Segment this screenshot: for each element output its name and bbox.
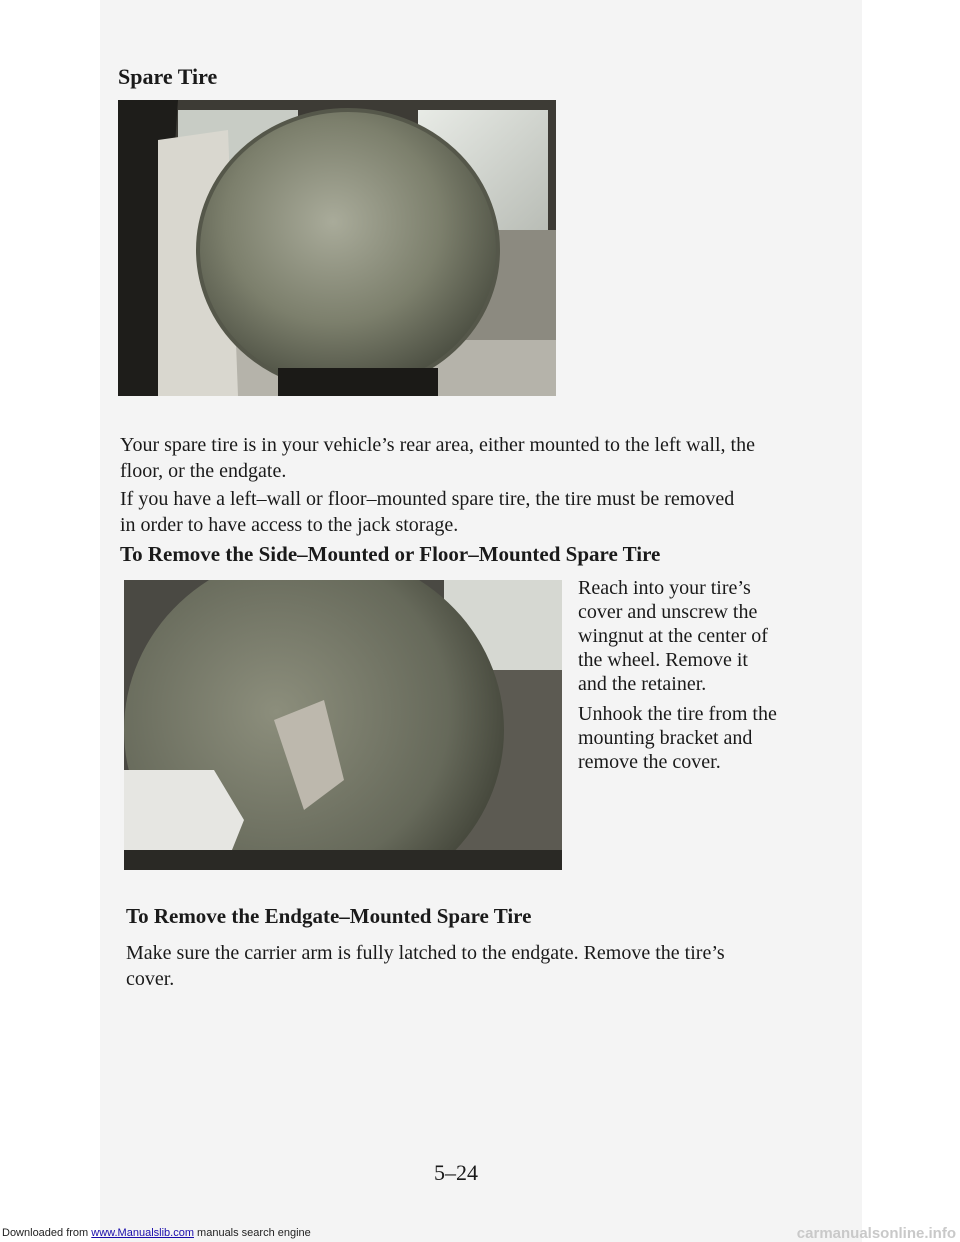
footer-attribution bbox=[2, 1227, 311, 1239]
watermark: carmanualsonline.info bbox=[796, 1225, 956, 1242]
spare-tire-photo bbox=[118, 100, 556, 396]
wingnut-removal-photo bbox=[124, 580, 562, 870]
wingnut-removal-illustration bbox=[124, 580, 562, 870]
jack-access-paragraph: If you have a left–wall or floor–mounted spare tire, the tire must be removed in order to have access to the jack storage. bbox=[120, 488, 735, 536]
endgate-paragraph: Make sure the carrier arm is fully latched to the endgate. Remove the tire’s cover. bbox=[126, 942, 725, 990]
manualslib-link[interactable]: www.Manualslib.com bbox=[91, 1227, 194, 1239]
side-floor-mount-heading: To Remove the Side–Mounted or Floor–Mounted Spare Tire bbox=[120, 542, 661, 566]
endgate-mount-heading: To Remove the Endgate–Mounted Spare Tire bbox=[126, 904, 532, 928]
step-unscrew-wingnut: Reach into your tire’s cover and unscrew the wingnut at the center of the wheel. Remove it and the retainer. bbox=[578, 577, 768, 695]
download-footer bbox=[0, 1222, 960, 1242]
footer-suffix: manuals search engine bbox=[197, 1227, 311, 1239]
footer-prefix: Downloaded from bbox=[2, 1227, 89, 1239]
spare-tire-illustration bbox=[118, 100, 556, 396]
page-number: 5–24 bbox=[434, 1160, 478, 1185]
step-unhook-tire: Unhook the tire from the mounting bracket and remove the cover. bbox=[578, 703, 777, 773]
intro-paragraph: Your spare tire is in your vehicle’s rear area, either mounted to the left wall, the floor, or the endgate. bbox=[120, 434, 755, 482]
page-title: Spare Tire bbox=[118, 64, 218, 89]
